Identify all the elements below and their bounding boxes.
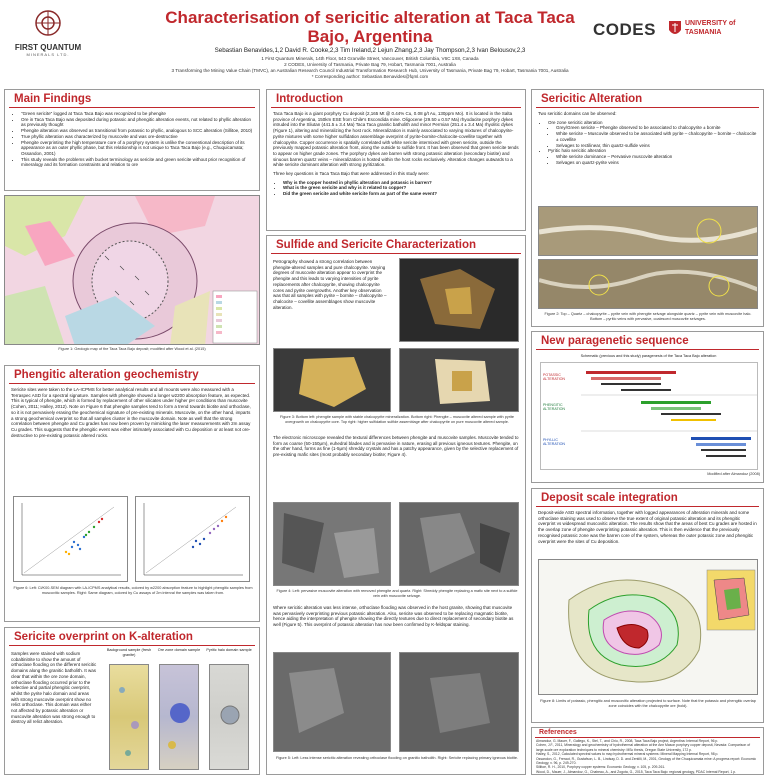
reference-item: Wood, D., Mauer, J., Almandoz, G., Chabeau, A., and Zogota, G., 2015, Taca Taca Bajo: regional geology, PDAC Internal Report, 1 p. — [536, 769, 737, 774]
ternary-plot-left — [14, 497, 128, 582]
sulfide-text2: The electronic microscope revealed the textural differences between phengite and muscovite samples. Muscovite tended to form as coarse (50-150μm), euhedral blades and is pervasive in nature, erasing all previous igneous textures. Phengite, on the other hand, forms as fine (1-5μm) shreddy crystals and has a patchy appearance, given by the selective replacement of pre-existing mafic sites (most probably secondary biotite; Figure 4). — [273, 435, 519, 458]
affiliations — [120, 56, 620, 80]
stage-label-phyllic: PHYLLIC ALTERATION — [543, 438, 566, 446]
sample-label-pyritic: Pyritic halo domain sample — [206, 648, 252, 652]
sericitic-subitem: • Selvages to rectilinear, thin quartz-sulfide veins — [556, 143, 757, 149]
sulfide-title: Sulfide and Sericite Characterization — [271, 236, 521, 254]
panel-references — [531, 727, 764, 775]
paragenetic-caption: Modified after Almandoz (2008) — [707, 472, 760, 476]
stained-sample-background-image — [110, 665, 149, 770]
authors: Sebastian Benavides,1,2 David R. Cooke,2,3 Tim Ireland,2 Lejun Zhang,2,3 Jay Thompson,2,3 Ivan Belousov,2,3 — [214, 47, 526, 54]
panel-phengitic-geochemistry — [4, 365, 260, 622]
logo-first-quantum — [8, 8, 88, 57]
geologic-map-image — [5, 196, 260, 345]
utas-line2: TASMANIA — [685, 29, 722, 36]
sulfide-photo-bottom-right-image — [400, 349, 519, 412]
overprint-title: Sericite overprint on K-alteration — [9, 628, 255, 646]
sulfide-photo-bottom-left-image — [274, 349, 391, 412]
reference-item: Halley, S., 2012, Calculated spectral values to map hydrothermal mineral systems: Mineral Mapping Internal Report, 98 p. — [536, 752, 719, 757]
panel-sericitic-alteration — [531, 89, 764, 327]
introduction-questions-intro: Three key questions in Taca Taca Bajo that were addressed in this study were: — [273, 171, 430, 177]
logo-left-line1: FIRST QUANTUM — [14, 43, 82, 52]
main-findings-title: Main Findings — [9, 90, 255, 108]
affiliation-1: 1 First Quantum Minerals, 14th Floor, 543 Granville Street, Vancouver, British Columbia, V6C 1X8, Canada — [261, 56, 479, 61]
overprint-text: Samples were stained with sodium cobaltinitrite to show the amount of orthoclase flooding on the different sericitic domains along the granitic batholith. It was clear that within the ore zone domain, orthoclase flooding occurred prior to the selective and partial phengitic overprint, whilst the pyrite halo domain and areas with strong muscovite overprint show no relict orthoclase. This domain was either not affected by potassic alteration or muscovite alteration was strong enough to destroy all relict alteration. — [11, 651, 97, 725]
reference-item: Sillitoe, R. H., 2010, Porphyry copper systems: Economic Geology, v. 105, p. 209-261. — [536, 765, 666, 770]
introduction-title: Introduction — [271, 90, 521, 108]
introduction-text: Taca Taca Bajo is a giant porphyry Cu deposit (2,165 Mt @ 0.44% Cu, 0.08 g/t Au, 130ppm Mo). It is located in the Salta province of Argentina, 150km ESE from Chile's Escondida mine. Oligocene (29.50 ± 0.57 Ma) rhyodacite porphyry dykes intruded into the Sliutan (441.5 ± 3.4 Ma) Taca Taca granitic batholith and minor Permian (251.4 ± 3.4 Ma) rhyolitic dykes (Figure 1), altering and mineralizing the host rock. Mineralization is mainly associated to varying mixtures of chalcopyrite-pyrite mixtures with some higher sulfidation assemblage overprint of pyrite-bornite-chalcocite-covellite together with chalcopyrite. Copper occurrence is spatially correlated with white sericite intermixed with green sericite, outside the previously mapped potassic alteration front, along the outside to sulfide front. It has been observed that green sericite tends to appear on higher grade zones. The porphyry dykes are barren with strong potassic alteration (secondary biotite) and sinuous barren quartz veins – mineralization is hosted within the host rocks exclusively. Alteration changes outwards to a white sericite dominant alteration with strong pyritization. — [273, 111, 519, 168]
phengitic-title: Phengitic alteration geochemistry — [9, 366, 255, 384]
poster-title-line2: Bajo, Argentina — [307, 27, 433, 46]
stained-sample-pyritic — [209, 664, 249, 770]
deposit-map-image — [539, 560, 758, 695]
references-title: References — [535, 728, 760, 738]
panel-main-findings — [4, 89, 260, 191]
question-item: • What is the green sericite and why is it related to copper? — [283, 185, 519, 191]
sericitic-item: • Pyritic halo sericitic alteration — [548, 148, 757, 154]
sem-image-right-content — [400, 503, 519, 586]
paragenetic-bars — [581, 365, 757, 469]
deposit-map-figure — [538, 559, 758, 695]
sem-image-right — [399, 502, 519, 586]
panel-introduction — [266, 89, 526, 231]
sem-image-left — [273, 502, 391, 586]
stage-label-potassic: POTASSIC ALTERATION — [543, 373, 566, 381]
thin-section-left-content — [274, 653, 391, 752]
panel-sericite-overprint — [4, 627, 260, 775]
stained-sample-ore-zone — [159, 664, 199, 770]
sericitic-subitem: • White sericite dominance – Pervasive muscovite alteration — [556, 154, 757, 160]
panel-sulfide-characterization — [266, 235, 526, 775]
thin-section-left — [273, 652, 391, 752]
vein-photo-top — [538, 206, 758, 256]
vein-photo-bottom — [538, 259, 758, 309]
reference-item: Ossandon, G., Freraut, R., Gustafson, L. B., Lindsay, D. D. and Zentilli, M., 2001, Geology of the Chuquicamata mine: A progress report: Economic Geology, v. 96, p. 249-270. — [536, 756, 757, 766]
logo-left-line2: MINERALS LTD. — [26, 52, 70, 57]
sericitic-subitem: • Selvages on quartz-pyrite veins — [556, 160, 757, 166]
utas-crest-icon — [668, 20, 682, 38]
finding-item: • True phyllic alteration was characterized by muscovite and was ore-destructive — [21, 134, 253, 140]
utas-line1: UNIVERSITY of — [685, 20, 736, 27]
sericitic-item: • Ore zone sericitic alteration — [548, 120, 757, 126]
stained-sample-pyritic-image — [210, 665, 249, 770]
sulfide-text3: Where sericitic alteration was less intense, orthoclase flooding was observed in the host granite, showing that muscovite was pervasively overprinting previous potassic alteration. Also, sericite was observed to be replacing magmatic biotite, hence aiding the interpretation of phengite showing the directly textures due to direct replacement of secondary biotite as well (Figure 5). This overprint of potassic alteration has now been confirmed by K-feldspar staining. — [273, 605, 514, 628]
finding-item: • Ore in Taca Taca Bajo was deposited during potassic and phengitic alteration events, not related to phyllic alteration as previously thought — [21, 117, 253, 128]
sericitic-intro: Two sericitic domains can be observed: — [538, 111, 617, 116]
thin-section-right — [399, 652, 519, 752]
sulfide-caption3: Figure 5: Left: Less intense sericitic alteration revealing orthoclase flooding on granitic batholith. Right: Sericite replacing primary igneous biotite. — [275, 756, 519, 760]
sample-label-ore-zone: Ore zone domain sample — [157, 648, 201, 652]
paragenetic-chart — [540, 362, 758, 470]
paragenetic-chart-title: Schematic (previous and this study) paragenesis of the Taca Taca Bajo alteration — [580, 354, 717, 358]
sem-image-left-content — [274, 503, 391, 586]
corresponding-author: * Corresponding author: Sebastian.Benavides@fqml.com — [311, 74, 429, 79]
logo-codes: CODES — [593, 20, 656, 39]
stage-label-phengitic: PHENGITIC ALTERATION — [543, 403, 566, 411]
finding-item: • Phengite overprinting the high temperature core of a porphyry system is unlike the conventional description of its appearance as an outer phyllic phase, but this relationship is not unique to Taca Taca Bajo (e.g., Chuquicamata; Ossandon, 2001) — [21, 140, 253, 157]
references-list — [532, 738, 763, 775]
introduction-body — [267, 108, 525, 200]
sericitic-caption: Figure 2: Top – Quartz – chalcopyrite – pyrite vein with phengite selvage alongside quartz – pyrite vein with muscovite halo. Bottom – pyritic veins with pervasive, coalesced muscovite selvages. — [544, 312, 752, 321]
deposit-caption: Figure 8: Limits of potassic, phengitic and muscovitic alteration projected to surface. Note that the potassic and phengitic overlap zone coincides with the chalcopyrite ore (bold). — [540, 699, 756, 708]
deposit-title: Deposit scale integration — [536, 489, 759, 507]
stained-sample-ore-image — [160, 665, 199, 770]
panel-paragenetic-sequence — [531, 331, 764, 483]
finding-item: • This study reveals the problems with bucket terminology as sericite and green sericite without prior recognition of mineralogy and its formation constraints and relation to ore — [21, 157, 253, 168]
reference-item: Cohen, J.F., 2011, Mineralogy and geochemistry of hydrothermal alteration at the Ann Mason porphyry copper deposit, Nevada: Comparison of large-scale ore exploration techniques to mineral chemistry: MSc thesis, Oregon State University, 172 p. — [536, 743, 751, 752]
sericitic-subitem: • White sericite – Muscovite observed to be associated with pyrite – chalcopyrite – bornite – chalcocite ± covellite — [556, 131, 757, 142]
affiliation-2: 2 CODES, University of Tasmania, Private Bag 79, Hobart, Tasmania 7001, Australia — [284, 62, 456, 67]
sample-label-background: Background sample (fresh granite) — [106, 648, 152, 657]
phengitic-plot-left — [13, 496, 128, 582]
sulfide-caption1: Figure 3: Bottom left: phengite sample with stable chalcopyrite mineralization. Bottom right: Phengite – muscovite altered sample with pyrite overgrowth on chalcopyrite core. Top right: higher sulfidation sulfide assemblage after chalcopyrite on pure muscovite altered sample. — [279, 415, 515, 424]
reference-item: Almandoz, G. Mauer, F., Gallego, K., Stel, T., and Chiu, R., 2008, Taca Taca Bajo project, Argentina: Internal Report, 96 p. — [536, 739, 719, 743]
sericitic-title: Sericitic Alteration — [536, 90, 759, 108]
sulfide-photo-top-right — [399, 258, 519, 342]
sulfide-photo-bottom-left — [273, 348, 391, 412]
sulfide-text1: Petrography showed a strong correlation between phengite-altered samples and pure chalcopyrite. Varying degrees of muscovite alteration appear to overprint the phengite and this leads to varying intensities of pyrite replacements after chalcopyrite, showing chalcopyrite cores and pyrite overgrowths. Another key observation was that all samples with pyrite – bornite – chalcopyrite – chalcocite – covellite assemblages show muscovite alteration. — [273, 259, 387, 310]
sulfide-caption2: Figure 4: Left: pervasive muscovite alteration with removed phengite and quartz. Right: Shreddy phengite replacing a mafic site next to a sulfide vein with muscovite selvage. — [276, 589, 518, 598]
ternary-plot-right — [136, 497, 250, 582]
thin-section-right-content — [400, 653, 519, 752]
deposit-text: Deposit-wide ASD spectral information, together with logged appearances of alteration minerals and some orthoclase staining was used to observe the true extent of original potassic alteration and its phengitic overprint vs widespread muscovitic alteration. The results show that the areas of best Cu grades are hosted in the overlap zone of phengite overprinting potassic alteration. This is then evidence that the previously recognised potassic zone was the barren core of the system, whereas the outer potassic zone and phengitic overprint were the sites of Cu deposition. — [538, 510, 757, 544]
geologic-map-figure — [4, 195, 260, 345]
poster-title — [150, 8, 590, 46]
figure1-caption: Figure 1: Geologic map of the Taca Taca Bajo deposit; modified after Wood et al. (2015) — [58, 347, 206, 351]
sericitic-subitem: • Grey/Green sericite – Phengite observed to be associated to chalcopyrite ± bornite — [556, 125, 757, 131]
phengitic-plot-right — [135, 496, 250, 582]
sulfide-photo-bottom-right — [399, 348, 519, 412]
phengitic-text: Sericite sites were taken to the LA-ICPMS for better analytical results and all mounts were also measured with a Terraspec ASD for a spectral signature. Samples with phengite showed a longer w2200 absorption feature, as expected. This is typical of phengite, which is formed by replacement of other silicates under higher pH conditions than muscovite (Cohen, 2011; Halley, 2012). Note on Figure 6 that phengite samples tend to form a trend towards biotite and orthoclase, so it is not pervasively erasing the geochemical signature of pre-existing minerals. Muscovite, on the other hand, imparts a strong geochemical overprint so that all samples cluster in the muscovite domain. Note as well that the strong correlation between phengite and Cu grades has now been proven by mimicking the laser measurements with 2m assay Cu grades. This suggests that the phengitic event was either intimately associated with Cu deposition or at least not ore-destructive to pre-existing potassic altered rocks. — [11, 387, 251, 438]
stained-sample-background — [109, 664, 149, 770]
affiliation-3: 3 Transforming the Mining Value Chain (TMVC), an Australian Research Council Industrial Transformation Research Hub, University of Tasmania, Private Bag 79, Hobart, Tasmania 7001, Australia — [171, 68, 569, 73]
first-quantum-emblem-icon — [8, 8, 88, 38]
sericitic-body — [532, 108, 763, 168]
question-item: • Did the green sericite and white sericite form as part of the same event? — [283, 191, 519, 197]
finding-item: • Phengite alteration was observed as transitional from potassic to phyllic, analogous to SCC alteration (Sillitoe, 2010) — [21, 128, 253, 134]
panel-deposit-scale — [531, 488, 764, 723]
finding-item: • "Green sericite" logged at Taca Taca Bajo was recognized to be phengite — [21, 111, 253, 117]
vein-photo-top-image — [539, 207, 758, 256]
phengitic-caption: Figure 6: Left: Cl/K00-SEM diagram with LA-ICPMS analytical results, colored by w2200 absorption feature to highlight phengitic samples from muscovitic samples. Right: Same diagram, colored by Cu assays of 2m interval the samples was taken from. — [13, 586, 253, 595]
paragenetic-title: New paragenetic sequence — [536, 332, 759, 350]
vein-photo-bottom-image — [539, 260, 758, 309]
poster-title-line1: Characterisation of sericitic alteration at Taca Taca — [165, 8, 575, 27]
sulfide-photo-top-right-image — [400, 259, 519, 342]
question-item: • Why is the copper hosted in phyllic alteration and potassic is barren? — [283, 180, 519, 186]
main-findings-list — [5, 108, 259, 171]
